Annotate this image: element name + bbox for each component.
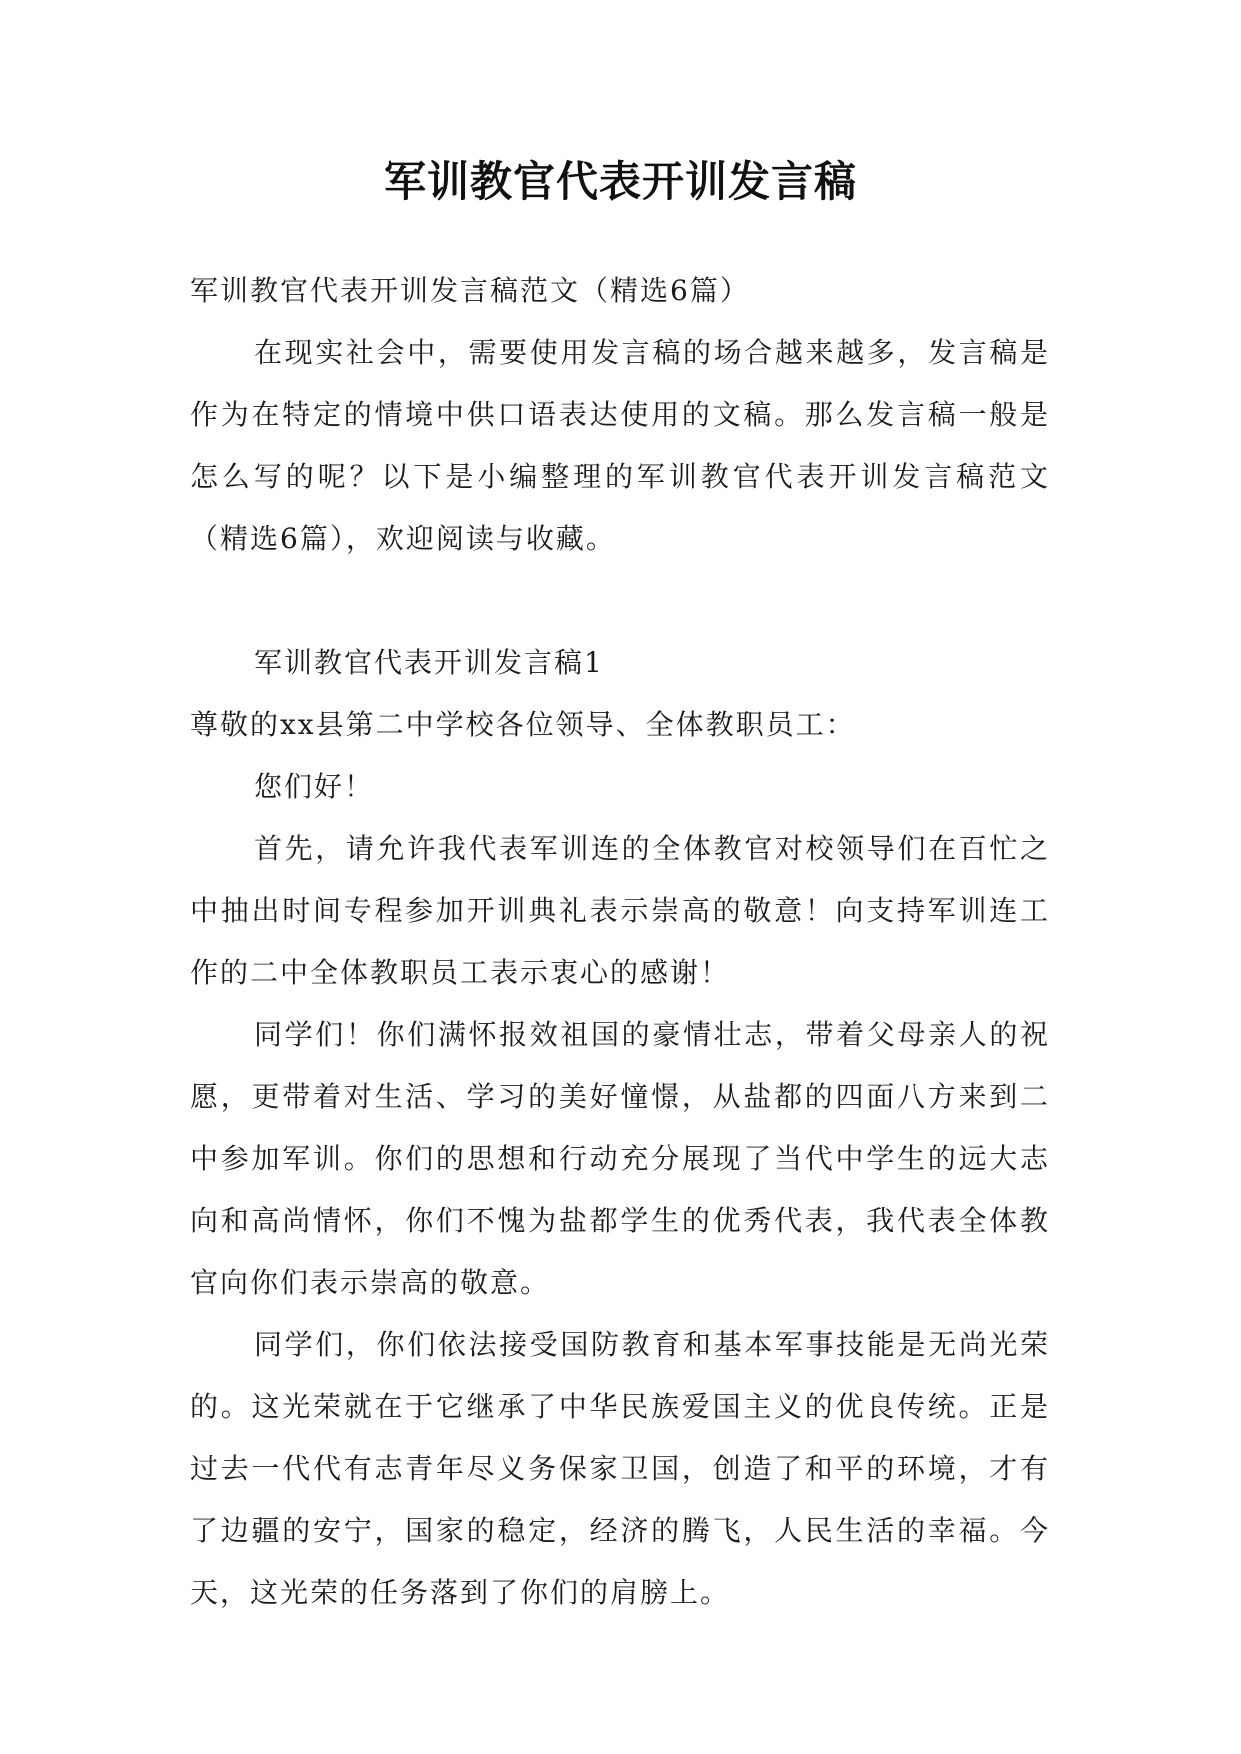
document-title: 军训教官代表开训发言稿: [383, 157, 857, 206]
body-paragraph: 同学们！你们满怀报效祖国的豪情壮志，带着父母亲人的祝愿，更带着对生活、学习的美好憧憬，从盐都的四面八方来到二中参加军训。你们的思想和行动充分展现了当代中学生的远大志向和高尚情怀，你们不愧为盐都学生的优秀代表，我代表全体教官向你们表示崇高的敬意。: [190, 1018, 1050, 1299]
document-subtitle: 军训教官代表开训发言稿范文（精选6篇）: [190, 274, 750, 307]
body-paragraph: 首先，请允许我代表军训连的全体教官对校领导们在百忙之中抽出时间专程参加开训典礼表示崇高的敬意！向支持军训连工作的二中全体教职员工表示衷心的感谢！: [190, 832, 1050, 989]
body-paragraph: 同学们，你们依法接受国防教育和基本军事技能是无尚光荣的。这光荣就在于它继承了中华民族爱国主义的优良传统。正是过去一代代有志青年尽义务保家卫国，创造了和平的环境，才有了边疆的安宁，国家的稳定，经济的腾飞，人民生活的幸福。今天，这光荣的任务落到了你们的肩膀上。: [190, 1328, 1050, 1609]
salutation: 尊敬的xx县第二中学校各位领导、全体教职员工：: [190, 708, 856, 741]
document-body: [190, 260, 1050, 1624]
greeting: 您们好！: [254, 770, 375, 803]
intro-paragraph: 在现实社会中，需要使用发言稿的场合越来越多，发言稿是作为在特定的情境中供口语表达使用的文稿。那么发言稿一般是怎么写的呢？以下是小编整理的军训教官代表开训发言稿范文（精选6篇），欢迎阅读与收藏。: [190, 336, 1050, 555]
section-heading: 军训教官代表开训发言稿1: [254, 646, 604, 679]
section-spacer: [190, 570, 1050, 632]
